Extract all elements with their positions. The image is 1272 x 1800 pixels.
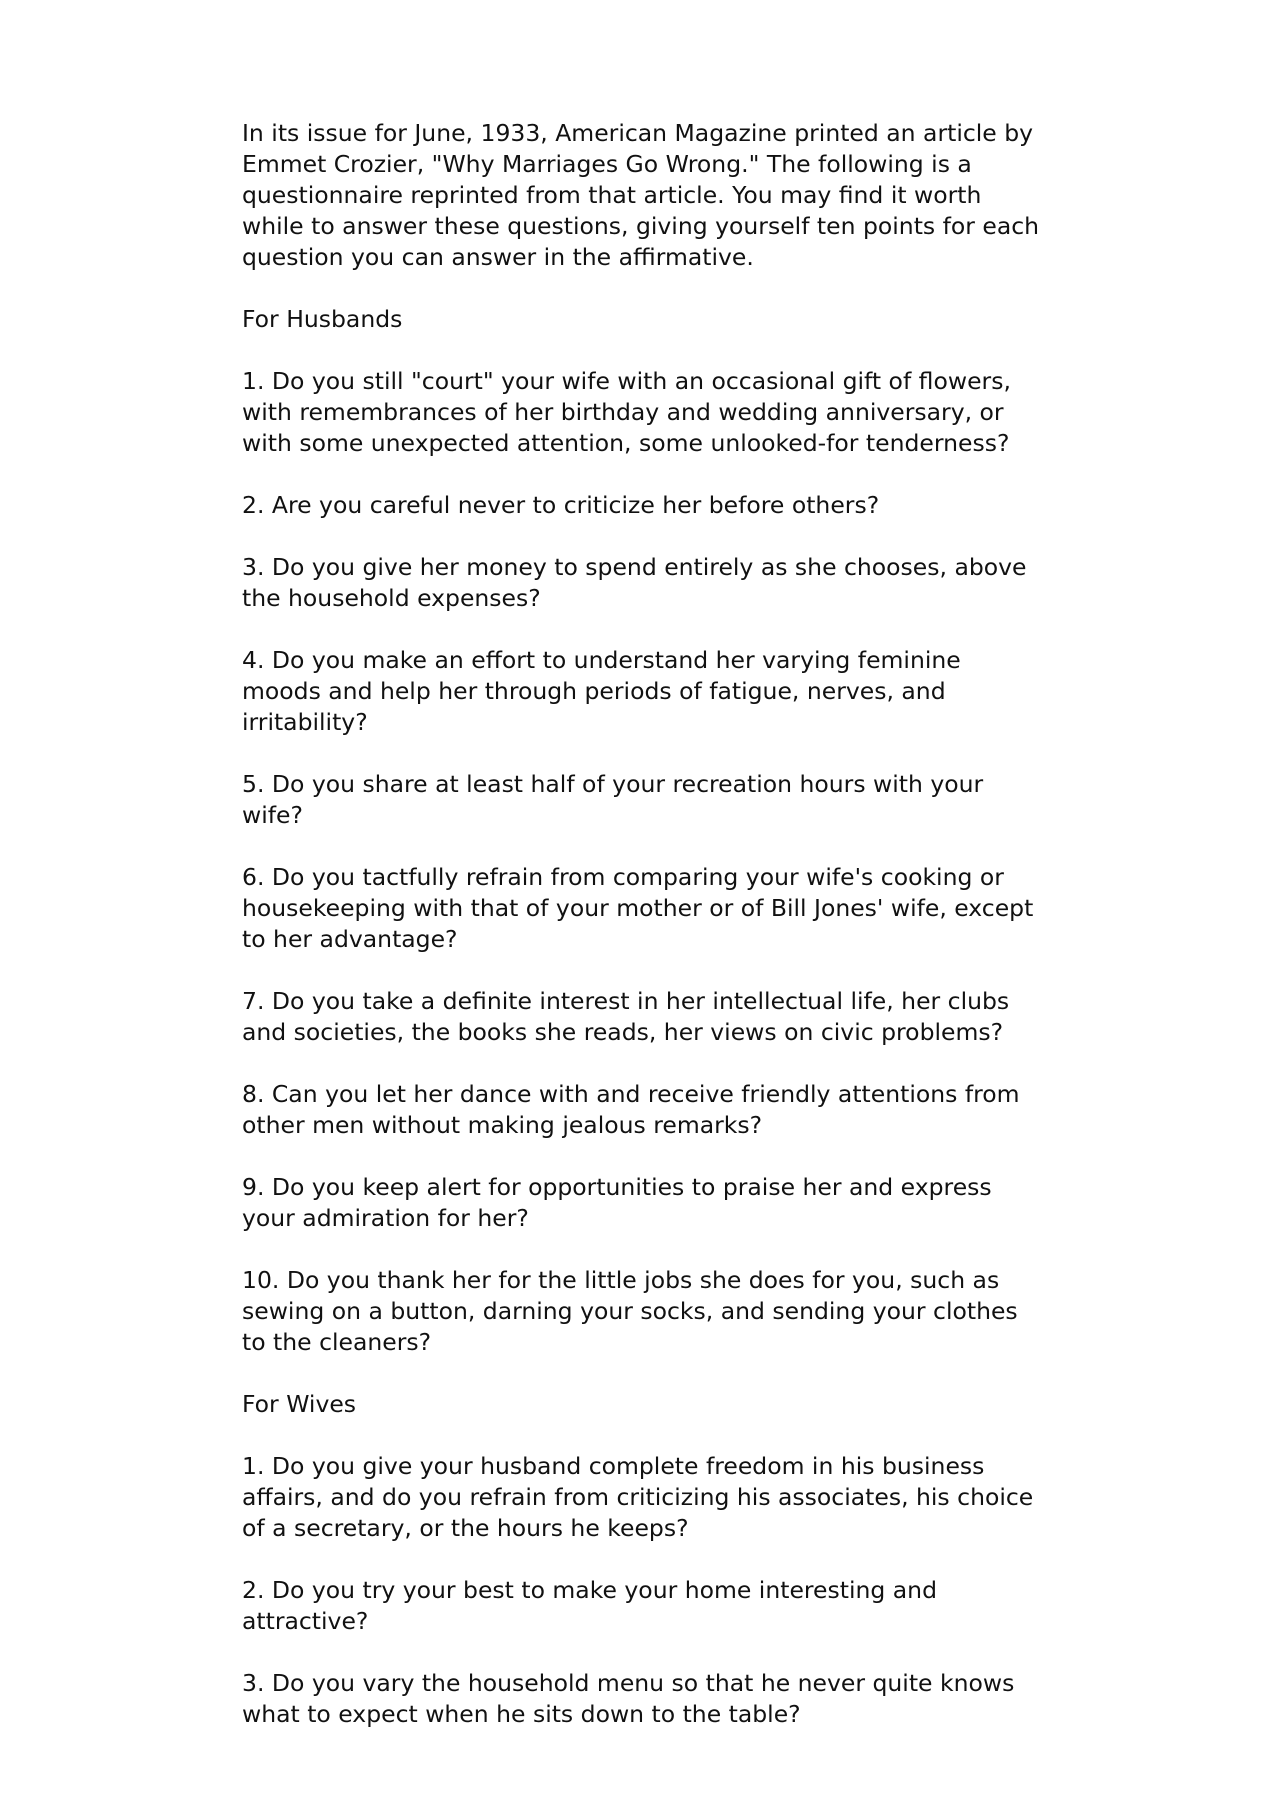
husband-question-5: 5. Do you share at least half of your recreation hours with your wife? [242,770,984,829]
husband-question-2: 2. Are you careful never to criticize her before others? [242,491,880,519]
husband-question-10: 10. Do you thank her for the little jobs she does for you, such as sewing on a button, darning your socks, and sending your clothes to the cleaners? [242,1266,1018,1356]
husband-question-8: 8. Can you let her dance with and receive friendly attentions from other men without making jealous remarks? [242,1080,1020,1139]
wife-question-3: 3. Do you vary the household menu so that he never quite knows what to expect when he sits down to the table? [242,1669,1015,1728]
document-page [242,118,1042,1761]
husband-question-6: 6. Do you tactfully refrain from comparing your wife's cooking or housekeeping with that of your mother or of Bill Jones' wife, except to her advantage? [242,863,1034,953]
section-heading-wives: For Wives [242,1390,357,1418]
husband-question-1: 1. Do you still "court" your wife with an occasional gift of flowers, with remembrances of her birthday and wedding anniversary, or with some unexpected attention, some unlooked-for tenderness? [242,367,1011,457]
husband-question-7: 7. Do you take a definite interest in her intellectual life, her clubs and societies, the books she reads, her views on civic problems? [242,987,1010,1046]
husband-question-9: 9. Do you keep alert for opportunities to praise her and express your admiration for her? [242,1173,992,1232]
husband-question-3: 3. Do you give her money to spend entirely as she chooses, above the household expenses? [242,553,1027,612]
husband-question-4: 4. Do you make an effort to understand her varying feminine moods and help her through periods of fatigue, nerves, and irritability? [242,646,961,736]
wife-question-1: 1. Do you give your husband complete freedom in his business affairs, and do you refrain from criticizing his associates, his choice of a secretary, or the hours he keeps? [242,1452,1034,1542]
intro-paragraph: In its issue for June, 1933, American Magazine printed an article by Emmet Crozier, "Why Marriages Go Wrong." The following is a questionnaire reprinted from that article. You may find it worth while to answer these questions, giving yourself ten points for each question you can answer in the affirmative. [242,119,1040,271]
wife-question-2: 2. Do you try your best to make your home interesting and attractive? [242,1576,937,1635]
section-heading-husbands: For Husbands [242,305,403,333]
